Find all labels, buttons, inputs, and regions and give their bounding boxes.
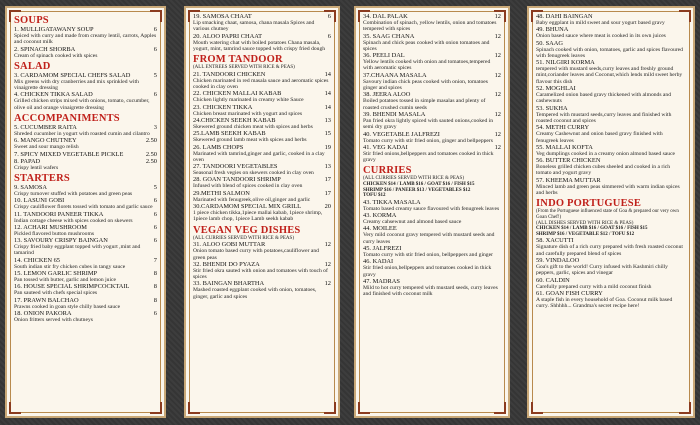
menu-item-header xyxy=(536,144,686,151)
menu-item-header xyxy=(363,144,501,151)
menu-item-price: 6 xyxy=(327,13,331,20)
menu-item-name: 24.CHICKEN SEEKH KABAB xyxy=(193,116,276,124)
menu-item-price: 6 xyxy=(153,210,157,218)
menu-item xyxy=(14,72,157,92)
menu-item-name: 22. CHICKEN MALLAI KABAB xyxy=(193,90,282,98)
menu-item-header xyxy=(363,245,501,252)
menu-item-description: Baby eggplant in mild sweet and sour yogurt based gravy xyxy=(536,20,665,26)
menu-item xyxy=(536,144,686,157)
menu-panel-2 xyxy=(184,6,340,418)
menu-item-description: Stir fried onion,bellpeppers and tomatoes cooked in thick gravy xyxy=(363,265,492,278)
menu-item-name: 12. ACHARI MUSHROOM xyxy=(14,223,87,231)
menu-item-header xyxy=(363,278,501,285)
menu-item-description: Boiled potatoes tossed in simple masalas and plenty of roasted crushed cumin seeds xyxy=(363,98,486,111)
menu-item-description: Tempered with mustard seeds,curry leaves and finished with roasted coconut and spices xyxy=(536,111,672,124)
menu-item-price: 6 xyxy=(153,91,157,99)
panel-content xyxy=(14,13,157,412)
menu-item xyxy=(193,190,331,203)
menu-item xyxy=(14,151,157,158)
menu-item-header xyxy=(536,85,686,92)
menu-item-price: 6 xyxy=(153,197,157,205)
menu-item-description: Indian cottage cheese with spices cooked on skewers xyxy=(14,217,133,224)
menu-item-price: 2.50 xyxy=(145,137,157,145)
menu-item-name: 21. TANDOORI CHICKEN xyxy=(193,70,266,78)
menu-item-name: 43. KORMA xyxy=(363,212,397,220)
menu-item-price: 12 xyxy=(494,143,501,151)
menu-item-description: Chicken marinated in red masala sauce and aeromatic spices cooked in clay oven xyxy=(193,77,329,91)
menu-item-header xyxy=(14,184,157,191)
menu-item-price: 14 xyxy=(324,70,331,78)
menu-item-name: 17. PRAWN BALCHAO xyxy=(14,296,79,304)
menu-item xyxy=(363,225,501,245)
section-note: (ALL CURRIES SERVED WITH RICE & PEAS) xyxy=(193,235,294,241)
menu-item-header xyxy=(14,91,157,98)
menu-item-header xyxy=(14,137,157,144)
section-heading: VEGAN VEG DISHES xyxy=(193,224,301,236)
menu-item-price: 5 xyxy=(153,71,157,79)
menu-item xyxy=(363,258,501,278)
menu-item-description: Pan sauteed with chefs special spices xyxy=(14,290,98,297)
section-price-list: CHICKEN $14 / LAMB $16 / GOAT $16 / FISH $15 xyxy=(536,226,648,232)
menu-item-header xyxy=(14,211,157,218)
menu-item xyxy=(14,158,157,171)
menu-item-description: Crispy turnover stuffed with potatoes and green peas xyxy=(14,190,133,197)
menu-item-header xyxy=(14,72,157,79)
menu-item-name: 32. BHENDI DO PYAZA xyxy=(193,260,260,268)
menu-item-price: 8 xyxy=(153,283,157,291)
menu-item-price: 13 xyxy=(324,116,331,124)
menu-item-description: Pan fried okra lightly spiced with sauted onions,cooked in semi dry gravy xyxy=(363,117,494,131)
menu-item-price: 3 xyxy=(153,124,157,132)
menu-item xyxy=(14,283,157,296)
menu-item-description: Chicken lightly marinated in creamy white Sauce xyxy=(193,97,304,104)
menu-item xyxy=(14,124,157,137)
menu-item-header xyxy=(536,290,686,297)
menu-item-description: Tomato curry with stir fried onion, ginger and bellpeppers xyxy=(363,137,493,144)
menu-item-description: Savoury indian chick peas cooked with onion, tomatoes ginger and spices xyxy=(363,78,488,92)
menu-item-price: 2.50 xyxy=(145,150,157,158)
menu-item-description: South indian stir fry chicken cubes in tangy sauce xyxy=(14,263,126,270)
menu-item-name: 7. SPICY MIXED VEGETABLE PICKLE xyxy=(14,150,124,158)
menu-item-name: 4. CHICKEN TIKKA SALAD xyxy=(14,91,93,99)
menu-item-description: Caramelized onion based gravy thickened with almonds and cashewnuts xyxy=(536,92,671,105)
menu-item xyxy=(193,280,331,300)
menu-item-description: Signature dish of a rich curry prepared with fresh roasted coconut and carefully prepared blend of spices xyxy=(536,244,683,257)
menu-item-header xyxy=(363,33,501,40)
menu-item-description: Grilled chicken strips mixed with onions, tomato, cucumber, olive oil and orange vinaigrette dressing xyxy=(14,98,150,111)
menu-item-description: Cream of spinach cooked with spices xyxy=(14,52,98,59)
menu-item-name: 47. MADRAS xyxy=(363,277,400,285)
menu-item xyxy=(363,278,501,298)
menu-item-description: Mouth watering chat with boiled potatoes Chana masala, yogurt, mint, tamrind sauce topped with crispy fried dough xyxy=(193,39,326,52)
menu-item-name: 35. SAAG CHANA xyxy=(363,32,415,40)
menu-item xyxy=(14,197,157,210)
menu-item-name: 33. BAINGAN BHARTHA xyxy=(193,280,265,288)
menu-item-name: 1. MULLIGATAWANY SOUP xyxy=(14,26,94,33)
menu-item-name: 53. SUKHA xyxy=(536,104,568,112)
menu-item-header xyxy=(363,212,501,219)
menu-item xyxy=(363,144,501,164)
menu-item-header xyxy=(363,131,501,138)
menu-item-price: 12 xyxy=(494,71,501,79)
menu-item xyxy=(363,131,501,144)
menu-item xyxy=(363,212,501,225)
menu-item xyxy=(14,137,157,150)
menu-item xyxy=(536,157,686,177)
menu-item-name: 60. CALDIN xyxy=(536,276,570,284)
menu-item-description: Spinach cooked with onion, tomatoes, garlic and spices flavoured with fenugreek leaves xyxy=(536,46,683,59)
menu-item xyxy=(193,163,331,176)
menu-item-description: Onion based sauce where meat is cooked in its own juices xyxy=(536,33,666,40)
menu-item-name: 34. DAL PALAK xyxy=(363,13,408,20)
menu-item-header xyxy=(193,130,331,137)
menu-item-header xyxy=(536,40,686,47)
menu-item xyxy=(193,33,331,53)
menu-item-price: 6 xyxy=(153,45,157,53)
menu-item-name: 5. CUCUMBER RAITA xyxy=(14,124,77,132)
menu-item-name: 16. HOUSE SPECIAL SHRIMPCOCKTAIL xyxy=(14,283,130,291)
menu-item-name: 50. SAAG xyxy=(536,39,563,47)
menu-item-price: 13 xyxy=(324,163,331,171)
menu-item-description: Mashed roasted eggplant cooked with onion, tomatoes, ginger, garlic and spices xyxy=(193,287,317,300)
menu-item-description: Prawns cooked in goan style chilly based sauce xyxy=(14,303,121,310)
menu-item-header xyxy=(363,199,501,206)
menu-item-header xyxy=(193,104,331,111)
menu-item-header xyxy=(363,52,501,59)
menu-item xyxy=(193,71,331,91)
menu-item-header xyxy=(536,257,686,264)
menu-panel-1 xyxy=(5,6,166,418)
section-heading: ACCOMPANIMENTS xyxy=(14,113,120,125)
menu-item-price: 12 xyxy=(494,32,501,40)
menu-item xyxy=(363,13,501,33)
menu-item-name: 28. GOAN TANDOORI SHRIMP xyxy=(193,176,281,184)
section-note: (From the Portuguese influenced state of Goa & prepared our very own Goan Chef!) xyxy=(536,209,679,220)
menu-item-name: 3. CARDAMOM SPECIAL CHEFS SALAD xyxy=(14,71,131,79)
menu-item xyxy=(536,85,686,105)
menu-item-description: Boneless grilled chicken cubes sheeled and cooked in a rich tomato and yogurt gravy xyxy=(536,164,671,177)
section-heading: SOUPS xyxy=(14,15,49,26)
menu-item-header xyxy=(363,225,501,232)
menu-item-description: Combination of spinach, yellow lentils, onion and tomatoes tempered with spices xyxy=(363,20,497,33)
menu-item-name: 46. KADAI xyxy=(363,258,394,266)
menu-item-description: Carefully prepared curry with a mild coconut finish xyxy=(536,283,652,290)
menu-item-header xyxy=(536,105,686,112)
section-heading: INDO PORTUGUESE xyxy=(536,198,642,210)
menu-item-header xyxy=(193,203,331,210)
section-note: (ALL CURRIES SERVED WITH RICE & PEAS) xyxy=(363,176,464,182)
menu-item-description: Goa's gift to the world! Curry infused with Kashmiri chilly peppers, garlic, spices and vinegar xyxy=(536,263,668,277)
menu-item-name: 23. CHICKEN TIKKA xyxy=(193,103,253,111)
menu-item-name: 26. LAMB CHOPS xyxy=(193,143,244,151)
menu-item xyxy=(536,13,686,26)
menu-item-name: 27. TANDOORI VEGETABLES xyxy=(193,163,278,171)
menu-item-name: 40. VEGETABLE JALFREZI xyxy=(363,130,440,138)
menu-item-header xyxy=(536,177,686,184)
menu-item-name: 57. KHEEMA MUTTAR xyxy=(536,176,601,184)
menu-item-description: Sweet and sour mango relish xyxy=(14,144,79,151)
menu-item-description: Chicken breast marinated with yogurt and spices xyxy=(193,110,303,117)
menu-item-header xyxy=(14,224,157,231)
menu-item-price: 14 xyxy=(324,103,331,111)
menu-item-header xyxy=(193,90,331,97)
menu-item-header xyxy=(14,151,157,158)
menu-item-price: 15 xyxy=(324,130,331,138)
menu-item-description: Creamy Cashewnut and onion based gravy finished with fenugreek leaves xyxy=(536,131,663,144)
menu-item-description: Infused with blend of spices cooked in clay oven xyxy=(193,183,303,190)
menu-item xyxy=(536,26,686,39)
menu-item-price: 17 xyxy=(324,176,331,184)
menu-item-name: 58. XACUTTI xyxy=(536,237,574,245)
section-note: (ALL ENTREES SERVED WITH RICE & PEAS) xyxy=(193,65,295,71)
menu-item-name: 56. BUTTER CHICKEN xyxy=(536,157,601,165)
menu-item-header xyxy=(193,117,331,124)
menu-item-description: Onion tomato based curry with potatoes,cauliflower and green peas xyxy=(193,248,319,261)
menu-item xyxy=(363,33,501,53)
menu-item xyxy=(363,111,501,131)
menu-item-price: 8 xyxy=(153,296,157,304)
menu-item xyxy=(363,245,501,258)
menu-item xyxy=(193,241,331,261)
menu-item-price: 14 xyxy=(324,90,331,98)
section-heading: FROM TANDOOR xyxy=(193,54,283,66)
menu-item-description: Yellow lentils cooked with onion and tomatoes,tempered with aeromatic spices xyxy=(363,59,491,72)
menu-item-description: Crispy lentil wafers xyxy=(14,164,59,171)
menu-item xyxy=(536,105,686,125)
menu-item-price: 6 xyxy=(153,309,157,317)
menu-item-description: Very mild coconut gravy tempered with mustard seeds and curry leaves xyxy=(363,232,495,245)
menu-item-description: Marinated with fenugreek,olive oil,ginger and garlic xyxy=(193,196,311,203)
menu-item-description: Crispy fried baby eggplant topped with yogurt ,mint and tamarind xyxy=(14,244,141,257)
menu-item-price: 12 xyxy=(494,91,501,99)
menu-item xyxy=(193,144,331,164)
menu-item xyxy=(363,52,501,72)
menu-item-name: 44. MOILEE xyxy=(363,225,397,233)
panel-content xyxy=(363,13,501,412)
menu-item xyxy=(193,261,331,281)
section-heading: CURRIES xyxy=(363,165,412,177)
menu-item xyxy=(363,72,501,92)
menu-item-header xyxy=(536,13,686,20)
menu-item-description: Creamy cahsewnut and almond based sauce xyxy=(363,219,462,226)
menu-item-name: 37.CHAANA MASALA xyxy=(363,71,427,79)
menu-item-price: 12 xyxy=(324,280,331,288)
menu-item-description: Mix greens with dry cranberries and mix sprinkled with vinaigrette dressing xyxy=(14,78,139,92)
menu-item-header xyxy=(193,144,331,151)
menu-item xyxy=(14,237,157,257)
menu-item-name: 59. VINDALOO xyxy=(536,256,580,264)
menu-item-name: 29.METHI SALMON xyxy=(193,189,250,197)
menu-panel-3 xyxy=(354,6,510,418)
menu-item-price: 17 xyxy=(324,189,331,197)
menu-item-price: 6 xyxy=(327,32,331,40)
menu-item-description: Tomato based creamy sauce flavoured with fenugreek leaves xyxy=(363,205,500,212)
menu-item-description: 1 piece chicken tikka,1piece mallai kabab, 1piece shrimp, 1piece lamb chop, 1piece Lamb seekh kabab xyxy=(193,210,323,223)
menu-item-price: 12 xyxy=(494,52,501,60)
menu-item-description: Pan tossed with butter, garlic and lemon juice xyxy=(14,277,116,284)
menu-item-header xyxy=(14,297,157,304)
menu-item-header xyxy=(536,277,686,284)
menu-item-description: Tomato curry with stir fried onion, bellpeppers and ginger xyxy=(363,252,493,259)
menu-item-price: 2.50 xyxy=(145,157,157,165)
panel-content xyxy=(536,13,686,412)
menu-item xyxy=(193,104,331,117)
menu-item xyxy=(363,91,501,111)
menu-item-name: 54. METHI CURRY xyxy=(536,124,590,132)
menu-item-name: 36. PEELI DAL xyxy=(363,52,405,60)
menu-item xyxy=(536,290,686,310)
menu-item-header xyxy=(14,158,157,165)
menu-item-name: 43. TIKKA MASALA xyxy=(363,198,421,206)
menu-item-header xyxy=(14,310,157,317)
menu-item-price: 12 xyxy=(324,241,331,249)
section-price-list: SHRIMP $16 / PANEER $13 / VEGETABLES $12 xyxy=(363,187,471,193)
menu-item-price: 12 xyxy=(494,13,501,20)
menu-item-description: Seasonal fresh vegies on skewers cooked in clay oven xyxy=(193,170,314,177)
menu-item-header xyxy=(14,257,157,264)
section-price-list: TOFU $12 xyxy=(363,193,386,199)
menu-item-header xyxy=(193,33,331,40)
menu-item-name: 45. JALFREZI xyxy=(363,245,402,253)
menu-item-name: 15. LEMON GARLIC SHRIMP xyxy=(14,270,98,278)
menu-item-name: 55. MALLAI KOFTA xyxy=(536,143,593,151)
menu-item-name: 38. JEERA ALOO xyxy=(363,91,411,99)
menu-item-name: 48. DAHI BAINGAN xyxy=(536,13,593,20)
section-price-list: SHRIMP $16 / VEGETABLE $12 / TOFU $12 xyxy=(536,231,635,237)
menu-item-name: 49. BHUNA xyxy=(536,26,569,34)
menu-panel-4 xyxy=(527,6,695,418)
menu-item xyxy=(536,59,686,85)
menu-item-header xyxy=(14,26,157,33)
menu-item-description: Mild to hot curry tempered with mustard seeds, curry leaves and finished with coconut milk xyxy=(363,284,498,298)
menu-item-price: 5 xyxy=(153,183,157,191)
menu-item-price: 6 xyxy=(153,26,157,33)
menu-item-description: A staple fish in every household of Goa. Coconut milk based curry. Shhhhh... Grandma's secret recipe here! xyxy=(536,296,673,310)
menu-item-price: 19 xyxy=(324,143,331,151)
menu-item xyxy=(14,184,157,197)
menu-item-name: 18. ONION PAKORA xyxy=(14,309,72,317)
menu-item-name: 39. BHENDI MASALA xyxy=(363,110,426,118)
menu-item-price: 6 xyxy=(153,237,157,245)
menu-item-header xyxy=(14,270,157,277)
menu-item xyxy=(536,237,686,257)
menu-item-price: 20 xyxy=(324,203,331,211)
menu-item-price: 12 xyxy=(494,110,501,118)
menu-item xyxy=(536,124,686,144)
section-heading: SALAD xyxy=(14,60,51,72)
menu-item-name: 13. SAVOURY CRISPY BAINGAN xyxy=(14,237,108,245)
menu-item-name: 25.LAMB SEEKH KABAB xyxy=(193,130,266,138)
menu-item xyxy=(14,270,157,283)
menu-item-description: Lip smacking chaat, samosa, chana masala Spices and various chutney xyxy=(193,20,315,33)
menu-item xyxy=(14,211,157,224)
menu-item-name: 30.CARDAMOM SPECIAL MIX GRILL xyxy=(193,203,302,211)
menu-item xyxy=(536,177,686,197)
menu-item-name: 10. LASUNI GOBI xyxy=(14,197,65,205)
menu-item-header xyxy=(193,190,331,197)
menu-item xyxy=(14,257,157,270)
menu-item-price: 8 xyxy=(153,270,157,278)
menu-item-description: Shreded cucumber in yogurt with roasted cumin and cilantro xyxy=(14,131,150,138)
menu-item-header xyxy=(536,157,686,164)
menu-item-price: 12 xyxy=(494,130,501,138)
menu-item xyxy=(536,277,686,290)
menu-item-description: Spiced with curry and made from creamy lentil, carrots, Apples and coconut milk xyxy=(14,33,157,46)
menu-item-description: Stir fried onions,bellpeppers and tomatoes cooked in thick gravy xyxy=(363,150,494,164)
menu-item-description: Onion fritters served with chutneys xyxy=(14,316,93,323)
menu-item-description: Pickled flavored button mushrooms xyxy=(14,230,95,237)
menu-item-description: Spinach and chick peas cooked with onion tomatoes and spices xyxy=(363,39,490,52)
menu-item-name: 61. GOAN FISH CURRY xyxy=(536,289,603,297)
menu-item-header xyxy=(363,111,501,118)
menu-item-description: Skewered ground chicken meat with spices and herbs xyxy=(193,123,313,130)
menu-item-description: tempered with mustard seeds,curry leaves and freshly ground mint,coriander leaves and Coconut,which lends mild sweet herby flavour this dish xyxy=(536,66,683,85)
menu-item-name: 19. SAMOSA CHAAT xyxy=(193,13,252,20)
menu-item-header xyxy=(193,71,331,78)
menu-item xyxy=(193,117,331,130)
menu-item xyxy=(363,199,501,212)
menu-item xyxy=(193,203,331,223)
menu-item-name: 8. PAPAD xyxy=(14,157,41,165)
menu-item-name: 31. ALOO GOBI MUTTAR xyxy=(193,241,266,249)
menu-item-name: 2. SPINACH SHORBA xyxy=(14,45,76,53)
menu-item-description: Marinated with tamrind,ginger and garlic, cooked in a clay oven xyxy=(193,150,325,163)
menu-item-name: 14. CHICKEN 65 xyxy=(14,256,60,264)
menu-item xyxy=(536,257,686,277)
panel-content xyxy=(193,13,331,412)
menu-item xyxy=(193,13,331,33)
menu-item-name: 9. SAMOSA xyxy=(14,183,48,191)
menu-item-header xyxy=(14,124,157,131)
menu-item xyxy=(14,310,157,323)
menu-item-header xyxy=(193,280,331,287)
menu-item-description: Minced lamb and green peas simmered with warm indian spices and herbs xyxy=(536,183,680,197)
menu-item xyxy=(536,40,686,60)
section-note: (ALL DISHES SERVED WITH RICE & PEAS) xyxy=(536,220,634,226)
menu-item-name: 51. NILGIRI KORMA xyxy=(536,59,595,67)
menu-item-header xyxy=(363,13,501,20)
menu-item xyxy=(14,91,157,111)
menu-item-description: Crispy cauliflower florets tossed with tomato and garlic sauce xyxy=(14,204,153,211)
menu-item-header xyxy=(14,46,157,53)
menu-item xyxy=(14,26,157,46)
menu-item-name: 6. MANGO CHUTNEY xyxy=(14,137,77,145)
menu-item xyxy=(193,90,331,103)
menu-item-name: 20. ALOO PAPRI CHAAT xyxy=(193,32,263,40)
menu-item-header xyxy=(363,72,501,79)
menu-item-price: 6 xyxy=(153,223,157,231)
menu-item xyxy=(14,297,157,310)
menu-item-description: Veg dumplings cooked in a creamy onion almond based sauce xyxy=(536,150,676,157)
menu-item-header xyxy=(193,261,331,268)
menu-item-name: 41. VEG KADAI xyxy=(363,143,408,151)
menu-item-price: 12 xyxy=(324,260,331,268)
menu-item xyxy=(193,130,331,143)
menu-item xyxy=(14,46,157,59)
menu-item-name: 11. TANDOORI PANEER TIKKA xyxy=(14,210,104,218)
menu-item xyxy=(193,176,331,189)
menu-item-header xyxy=(536,26,686,33)
menu-item-name: 52. MOGHLAI xyxy=(536,85,576,93)
menu-item-description: Skewered ground lamb meat with spices and herbs xyxy=(193,137,307,144)
menu-item-price: 7 xyxy=(153,256,157,264)
section-price-list: CHICKEN $14 / LAMB $16 / GOAT $16 / FISH $15 xyxy=(363,182,475,188)
section-heading: STARTERS xyxy=(14,172,70,184)
menu-item-header xyxy=(193,13,331,20)
menu-item xyxy=(14,224,157,237)
menu-item-description: Stir fried okra sauted with onion and tomatoes with touch of spices xyxy=(193,267,328,281)
